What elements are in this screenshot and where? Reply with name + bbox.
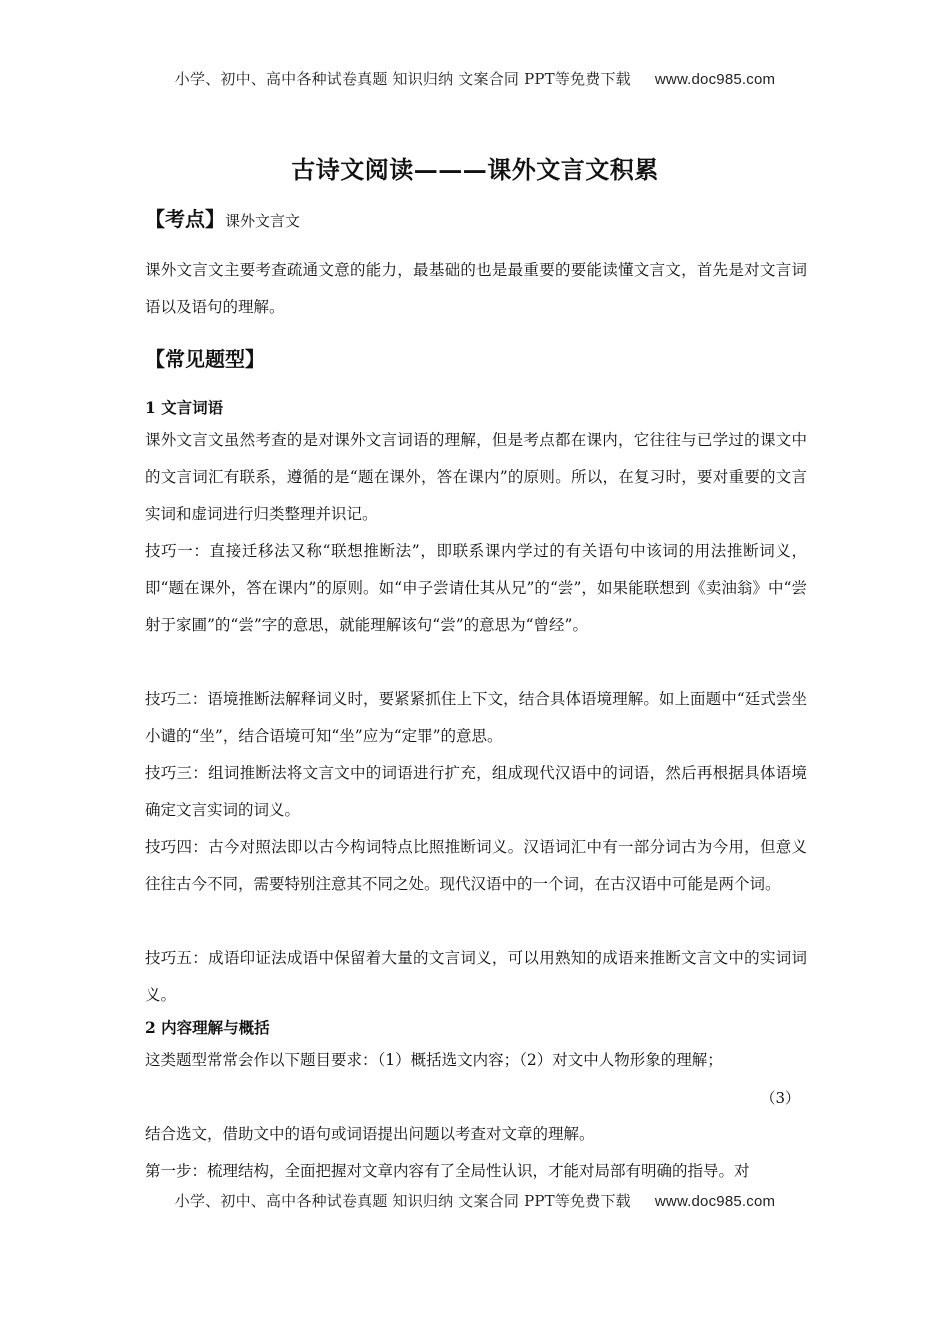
- section2-step1: 第一步：梳理结构，全面把握对文章内容有了全局性认识，才能对局部有明确的指导。对: [145, 1162, 750, 1180]
- section2-line1: 这类题型常常会作以下题目要求：（1）概括选文内容；（2）对文中人物形象的理解；: [145, 1051, 723, 1069]
- intro-paragraph: 课外文言文主要考查疏通文意的能力，最基础的也是最重要的要能读懂文言文，首先是对文言词语以及语句的理解。: [145, 261, 807, 316]
- kaodian-label: 【考点】: [145, 207, 225, 231]
- tip4-paragraph: 技巧四：古今对照法即以古今构词特点比照推断词义。汉语词汇中有一部分词古为今用，但意义往往古今不同，需要特别注意其不同之处。现代汉语中的一个词，在古汉语中可能是两个词。: [145, 838, 807, 893]
- section1-paragraph: 课外文言文虽然考查的是对课外文言词语的理解，但是考点都在课内，它往往与已学过的课文中的文言词汇有联系，遵循的是“题在课外，答在课内”的原则。所以，在复习时，要对重要的文言实词和虚词进行归类整理并识记。: [145, 431, 807, 523]
- page-header: [0, 68, 950, 89]
- section-title-common-types: 【常见题型】: [145, 347, 265, 371]
- tip1-paragraph: 技巧一：直接迁移法又称“联想推断法”，即联系课内学过的有关语句中该词的用法推断词义，即“题在课外，答在课内”的原则。如“申子尝请仕其从兄”的“尝”，如果能联想到《卖油翁》中“尝射于家圃”的“尝”字的意思，就能理解该句“尝”的意思为“曾经”。: [145, 542, 807, 634]
- footer-text: 小学、初中、高中各种试卷真题 知识归纳 文案合同 PPT等免费下载: [174, 1192, 631, 1210]
- kaodian-line: [145, 203, 300, 232]
- header-text: 小学、初中、高中各种试卷真题 知识归纳 文案合同 PPT等免费下载: [174, 70, 631, 88]
- document-title: 古诗文阅读———课外文言文积累: [291, 155, 659, 184]
- tip3-paragraph: 技巧三：组词推断法将文言文中的词语进行扩充，组成现代汉语中的词语，然后再根据具体语境确定文言实词的词义。: [145, 764, 807, 819]
- page-footer: [0, 1190, 950, 1211]
- section2-line2: 结合选文，借助文中的语句或词语提出问题以考查对文章的理解。: [145, 1125, 595, 1143]
- section2-heading: 2 内容理解与概括: [145, 1018, 270, 1037]
- section2-item3-number: （3）: [760, 1089, 800, 1107]
- section1-heading: 1 文言词语: [145, 398, 224, 417]
- header-site-link[interactable]: www.doc985.com: [654, 71, 776, 88]
- footer-site-link[interactable]: www.doc985.com: [654, 1193, 776, 1210]
- tip2-paragraph: 技巧二：语境推断法解释词义时，要紧紧抓住上下文，结合具体语境理解。如上面题中“廷式尝坐小谴的“坐”，结合语境可知“坐”应为“定罪”的意思。: [145, 690, 807, 745]
- tip5-paragraph: 技巧五：成语印证法成语中保留着大量的文言词义，可以用熟知的成语来推断文言文中的实词词义。: [145, 949, 807, 1004]
- kaodian-value: 课外文言文: [225, 212, 301, 230]
